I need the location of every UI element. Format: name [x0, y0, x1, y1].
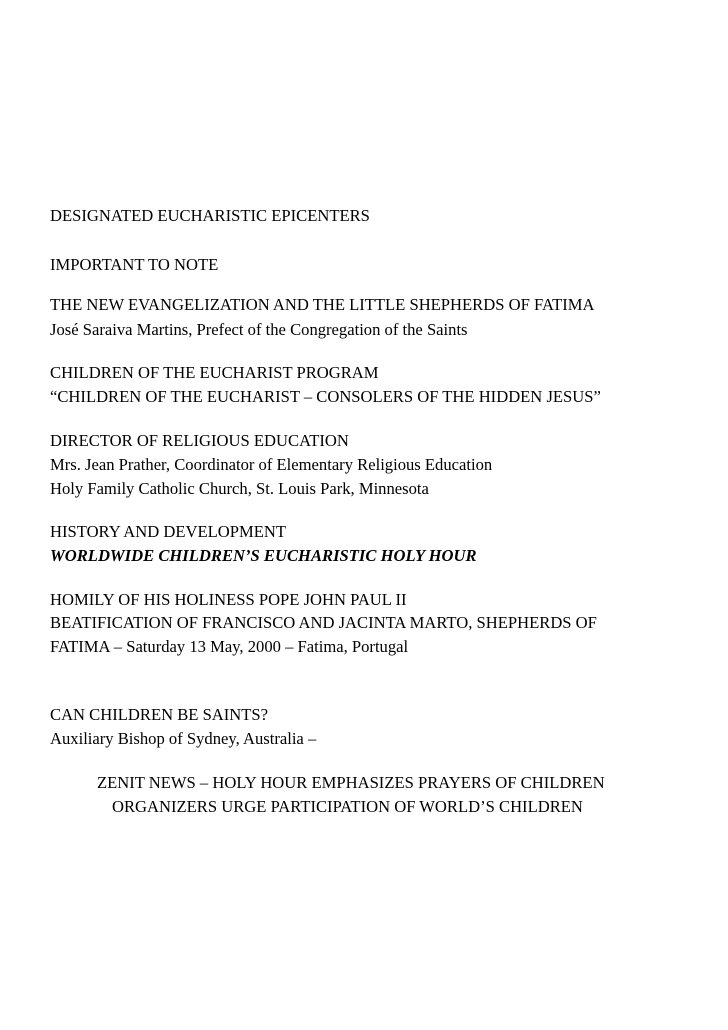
author-saraiva-martins: José Saraiva Martins, Prefect of the Congregation of the Saints: [50, 320, 468, 339]
heading-eucharistic-epicenters: DESIGNATED EUCHARISTIC EPICENTERS: [50, 206, 370, 225]
program-motto: “CHILDREN OF THE EUCHARIST – CONSOLERS OF THE HIDDEN JESUS”: [50, 387, 601, 406]
heading-children-saints: CAN CHILDREN BE SAINTS?: [50, 705, 269, 724]
homily-beatification: BEATIFICATION OF FRANCISCO AND JACINTA MARTO, SHEPHERDS OF: [50, 613, 597, 632]
heading-children-of-eucharist-program: CHILDREN OF THE EUCHARIST PROGRAM: [50, 363, 379, 382]
heading-history-development: HISTORY AND DEVELOPMENT: [50, 522, 287, 541]
auxiliary-bishop-sydney: Auxiliary Bishop of Sydney, Australia –: [50, 729, 317, 748]
zenit-news-subheadline: ORGANIZERS URGE PARTICIPATION OF WORLD’S CHILDREN: [112, 797, 583, 816]
heading-new-evangelization: THE NEW EVANGELIZATION AND THE LITTLE SHEPHERDS OF FATIMA: [50, 295, 595, 314]
director-name: Mrs. Jean Prather, Coordinator of Elementary Religious Education: [50, 455, 493, 474]
director-church: Holy Family Catholic Church, St. Louis Park, Minnesota: [50, 479, 429, 498]
zenit-news-headline: ZENIT NEWS – HOLY HOUR EMPHASIZES PRAYERS OF CHILDREN: [97, 773, 605, 792]
heading-director-religious-education: DIRECTOR OF RELIGIOUS EDUCATION: [50, 431, 349, 450]
heading-important-to-note: IMPORTANT TO NOTE: [50, 255, 219, 274]
heading-homily-pope: HOMILY OF HIS HOLINESS POPE JOHN PAUL II: [50, 590, 407, 609]
worldwide-holy-hour-title: WORLDWIDE CHILDREN’S EUCHARISTIC HOLY HOUR: [50, 546, 477, 565]
homily-date-place: FATIMA – Saturday 13 May, 2000 – Fatima, Portugal: [50, 637, 409, 656]
